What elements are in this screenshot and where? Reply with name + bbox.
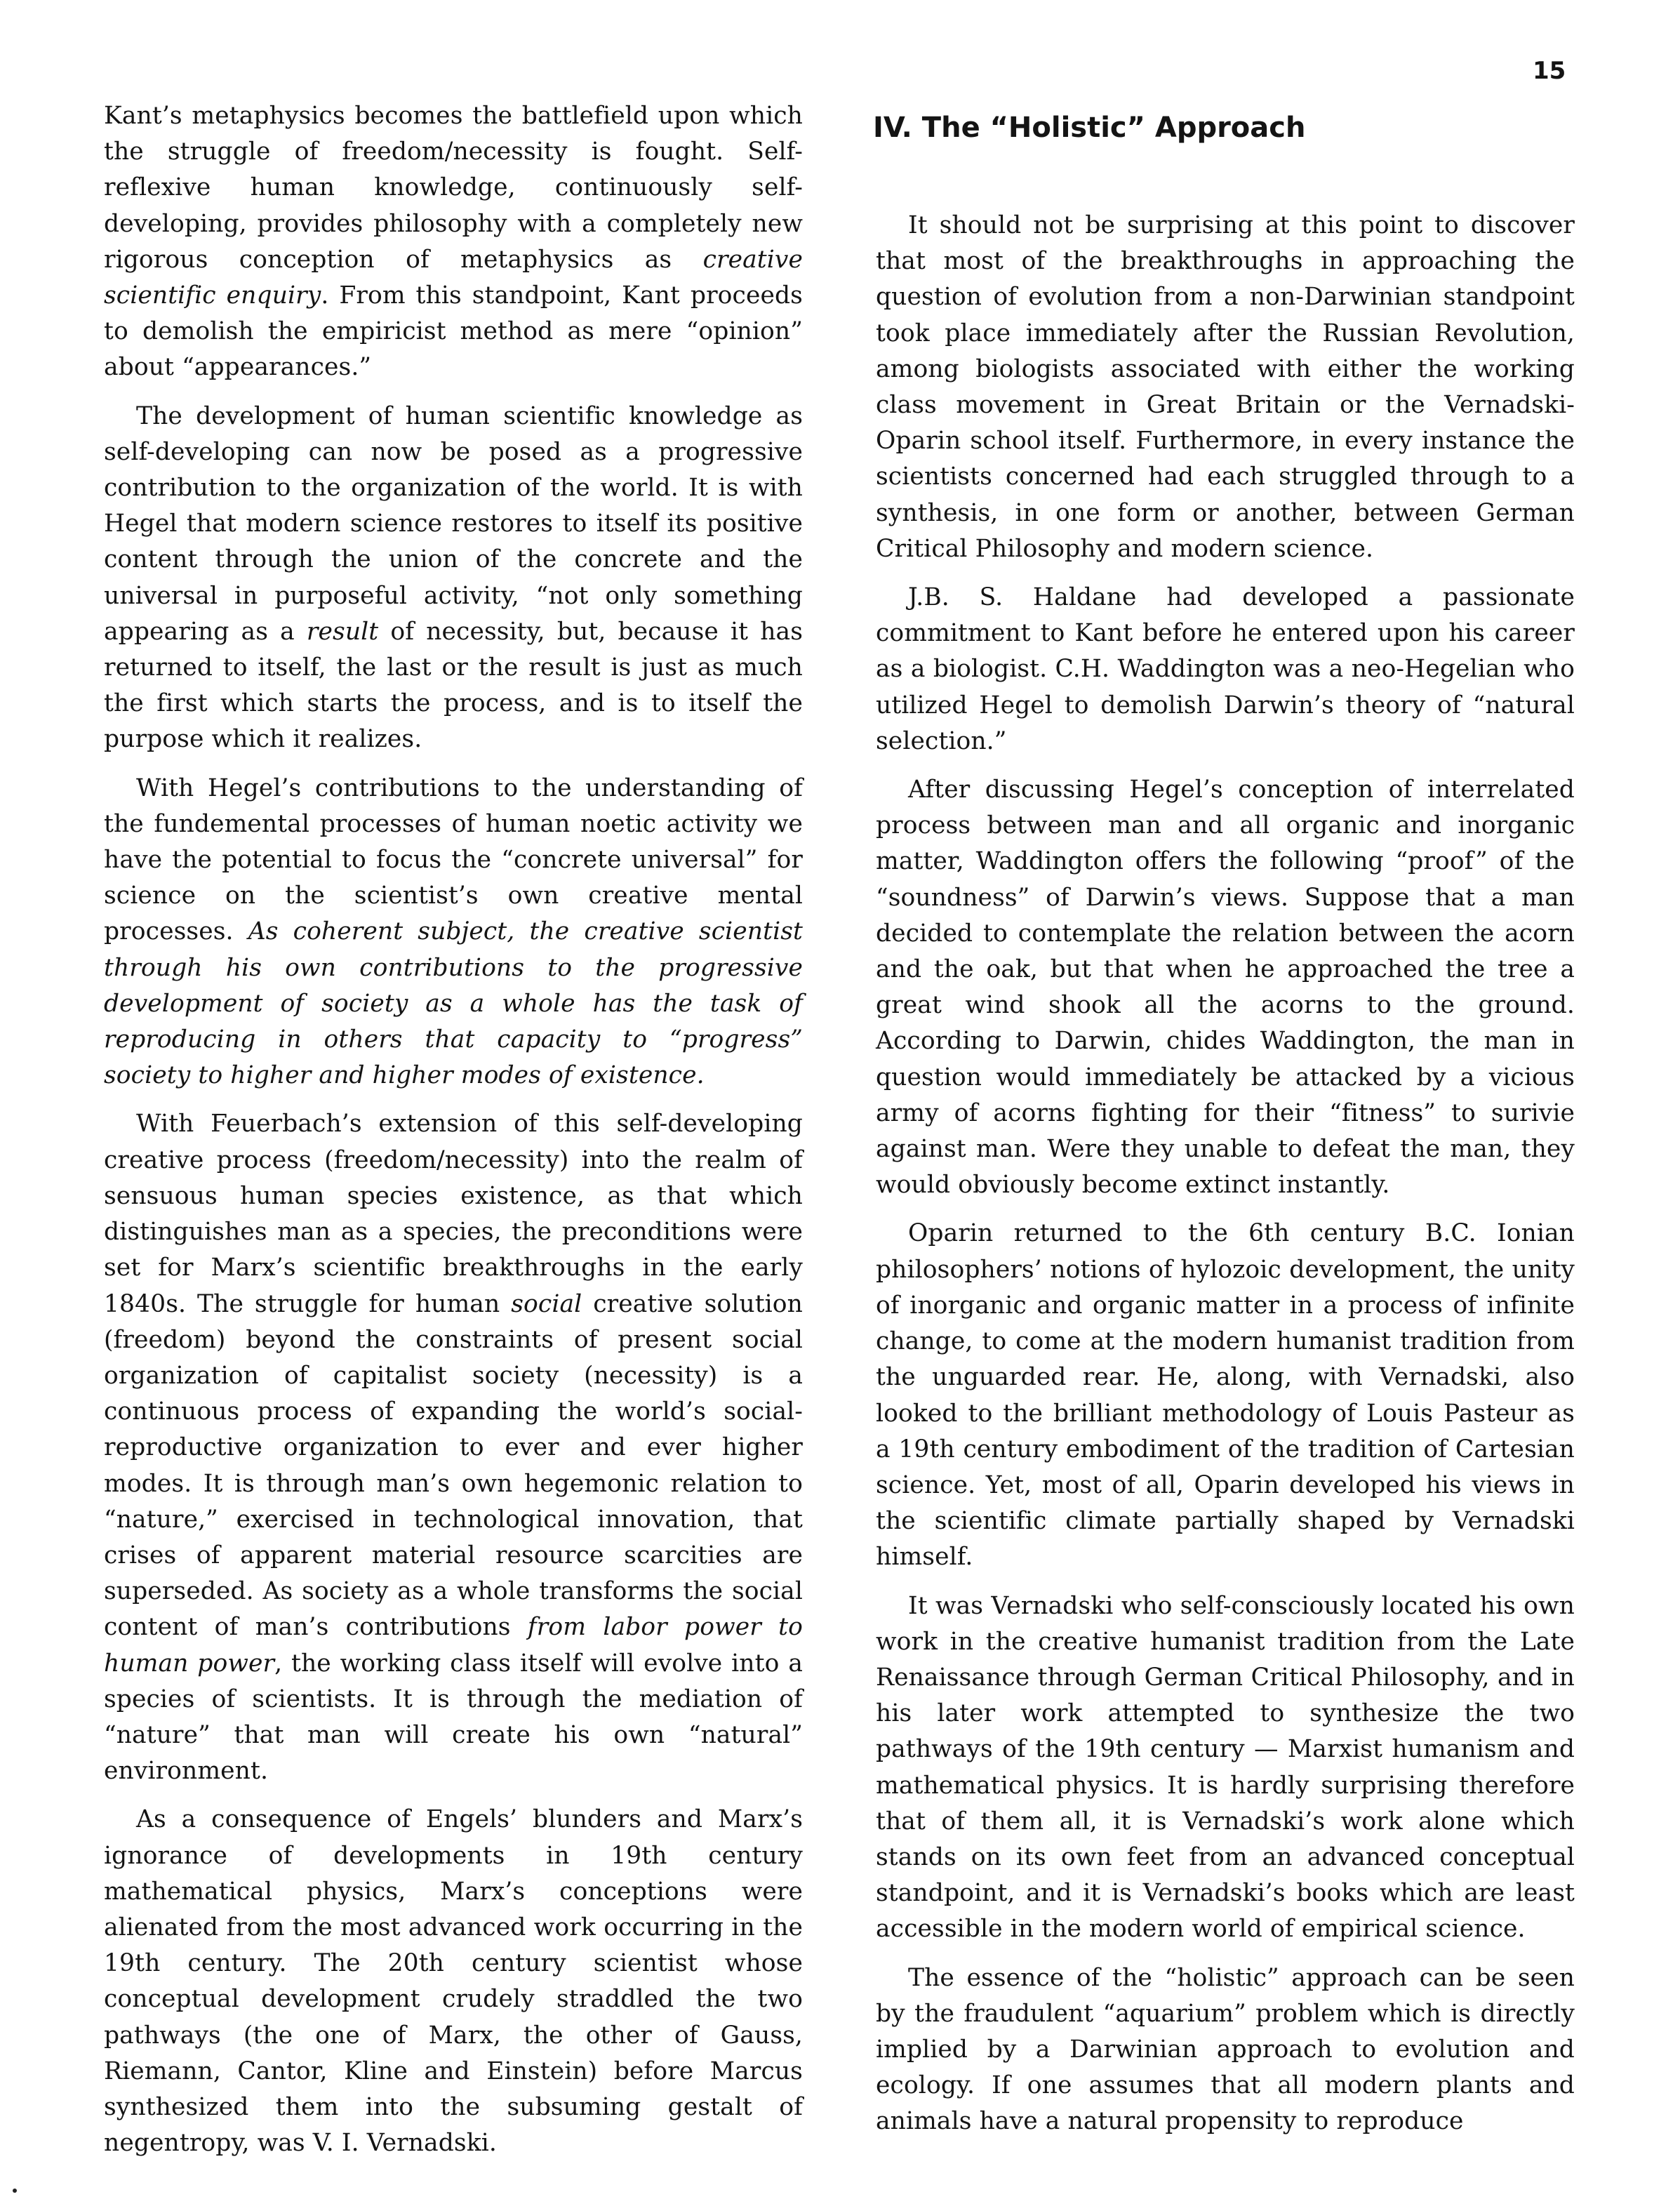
text-run: Kant’s metaphysics becomes the battlefield upon which the struggle of freedom/necessity is fought. Self-reflexive human knowledge, continuously self-developing, provides philosophy with a completely new rigorous conception of metaphysics as (104, 102, 803, 274)
text-run: After discussing Hegel’s conception of interrelated process between man and all organic and inorganic matter, Waddington offers the following “proof” of the “soundness” of Darwin’s views. Suppose that a man decided to contemplate the relation between the acorn and the oak, but that when he approached the tree a great wind shook all the acorns to the ground. According to Darwin, chides Waddington, the man in question would immediately be attacked by a vicious army of acorns fighting for their “fitness” to surivie against man. Were they unable to defeat the man, they would obviously become extinct instantly. (876, 776, 1575, 1200)
text-run: With Hegel’s contributions to the understanding of the fundemental processes of human noetic activity we have the potential to focus the “concrete universal” for science on the scientist’s own creative mental processes. (104, 773, 803, 946)
text-run: With Feuerbach’s extension of this self-developing creative process (freedom/necessity) into the realm of sensuous human species existence, as that which distinguishes man as a species, the preconditions were set for Marx’s scientific breakthroughs in the early 1840s. The struggle for human (104, 1110, 803, 1318)
page-number: 15 (1533, 57, 1566, 85)
text-run: As a consequence of Engels’ blunders and Marx’s ignorance of developments in 19th century mathematical physics, Marx’s conceptions were alienated from the most advanced work occurring in the 19th century. The 20th century scientist whose conceptual development crudely straddled the two pathways (the one of Marx, the other of Gauss, Riemann, Cantor, Kline and Einstein) before Marcus synthesized them into the subsuming gestalt of negentropy, was V. I. Vernadski. (104, 1805, 803, 2158)
text-run: The development of human scientific knowledge as self-developing can now be posed as a progressive contribution to the organization of the world. It is with Hegel that modern science restores to itself its positive content through the union of the concrete and the universal in purposeful activity, “not only something appearing as a (104, 401, 803, 646)
paragraph (104, 399, 803, 758)
italic-text: result (306, 617, 379, 646)
text-run: of necessity, but, because it has returned to itself, the last or the result is just as much the first which starts the process, and is to itself the purpose which it realizes. (104, 617, 804, 754)
paragraph (876, 1588, 1575, 1948)
paragraph (104, 1106, 803, 1789)
paragraph (104, 1802, 803, 2161)
text-run: . From this standpoint, Kant proceeds to demolish the empiricist method as mere “opinion” about “appearances.” (104, 281, 803, 382)
italic-text: As coherent subject, the creative scientist through his own contributions to the progressive development of society as a whole has the task of reproducing in others that capacity to “progress” society to higher and higher modes of existence. (104, 917, 803, 1090)
italic-text: creative scientific enquiry (104, 245, 803, 310)
left-text-column (104, 98, 803, 2174)
section-heading: IV. The “Holistic” Approach (873, 112, 1306, 144)
paragraph (876, 1216, 1575, 1575)
text-run: Oparin returned to the 6th century B.C. Ionian philosophers’ notions of hylozoic development, the unity of inorganic and organic matter in a process of infinite change, to come at the modern humanist tradition from the unguarded rear. He, along, with Vernadski, also looked to the brilliant methodology of Louis Pasteur as a 19th century embodiment of the tradition of Cartesian science. Yet, most of all, Oparin developed his views in the scientific climate partially shaped by Vernadski himself. (876, 1219, 1575, 1572)
right-text-column (876, 208, 1575, 2153)
text-run: J.B. S. Haldane had developed a passionate commitment to Kant before he entered upon his career as a biologist. C.H. Waddington was a neo-Hegelian who utilized Hegel to demolish Darwin’s theory of “natural selection.” (876, 583, 1575, 755)
paragraph (876, 772, 1575, 1203)
text-run: It was Vernadski who self-consciously located his own work in the creative humanist tradition from the Late Renaissance through German Critical Philosophy, and in his later work attempted to synthesize the two pathways of the 19th century — Marxist humanism and mathematical physics. It is hardly surprising therefore that of them all, it is Vernadski’s work alone which stands on its own feet from an advanced conceptual standpoint, and it is Vernadski’s books which are least accessible in the modern world of empirical science. (876, 1591, 1575, 1944)
paragraph (104, 771, 803, 1094)
text-run: , the working class itself will evolve into a species of scientists. It is through the mediation of “nature” that man will create his own “natural” environment. (104, 1649, 803, 1786)
text-run: The essence of the “holistic” approach can be seen by the fraudulent “aquarium” problem which is directly implied by a Darwinian approach to evolution and ecology. If one assumes that all modern plants and animals have a natural propensity to reproduce (876, 1963, 1575, 2136)
paragraph (876, 1960, 1575, 2140)
paragraph (876, 580, 1575, 759)
text-run: It should not be surprising at this point to discover that most of the breakthroughs in approaching the question of evolution from a non-Darwinian standpoint took place immediately after the Russian Revolution, among biologists associated with either the working class movement in Great Britain or the Vernadski-Oparin school itself. Furthermore, in every instance the scientists concerned had each struggled through to a synthesis, in one form or another, between German Critical Philosophy and modern science. (876, 211, 1575, 563)
text-run: creative solution (freedom) beyond the constraints of present social organization of capitalist society (necessity) is a continuous process of expanding the world’s social-reproductive organization to ever and ever higher modes. It is through man’s own hegemonic relation to “nature,” exercised in technological innovation, that crises of apparent material resource scarcities are superseded. As society as a whole transforms the social content of man’s contributions (104, 1289, 803, 1642)
paragraph (876, 208, 1575, 567)
italic-text: from labor power to human power (104, 1613, 803, 1678)
scan-speck (13, 2189, 17, 2193)
italic-text: social (511, 1289, 582, 1318)
paragraph (104, 98, 803, 386)
